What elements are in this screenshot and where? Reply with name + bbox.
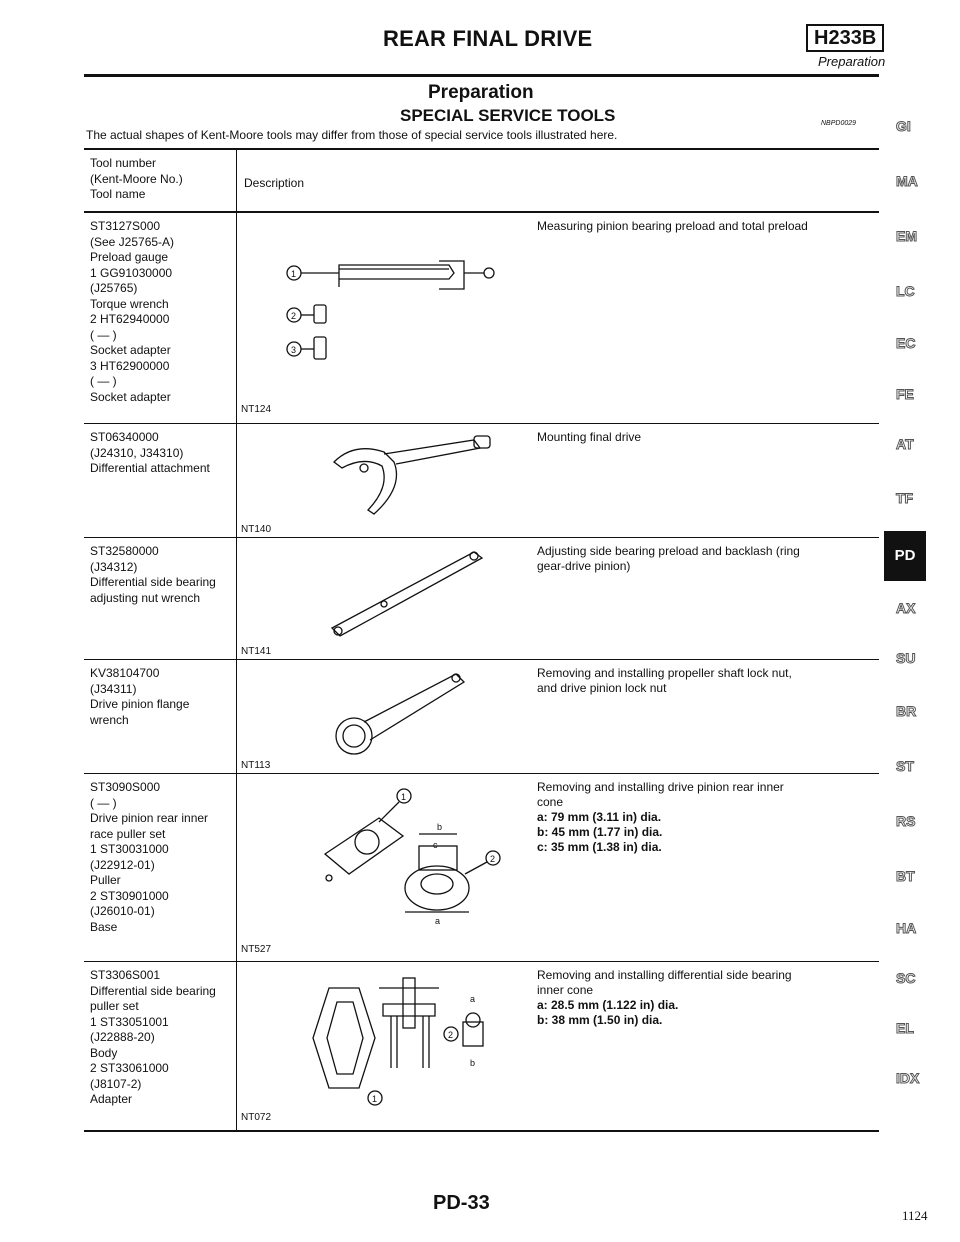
page-label: PD-33 (433, 1192, 490, 1214)
spec-line: b: 45 mm (1.77 in) dia. (537, 825, 663, 839)
description-line: Adjusting side bearing preload and backlash (ring (537, 544, 800, 558)
tool-info (90, 968, 234, 1108)
tab-el[interactable]: EL (896, 1020, 914, 1036)
tool-line: (See J25765-A) (90, 234, 175, 249)
section-note: The actual shapes of Kent-Moore tools may differ from those of special service tools illustrated here. (86, 128, 618, 142)
description-line: Mounting final drive (537, 430, 642, 444)
description-line: Removing and installing drive pinion rear inner (537, 780, 784, 794)
description-line: Removing and installing differential side bearing (537, 968, 792, 982)
tool-line: ST3127S000 (90, 219, 161, 233)
table-row (84, 774, 879, 962)
table-row (84, 660, 879, 774)
tool-line: (J24310, J34310) (90, 445, 184, 460)
page-title: REAR FINAL DRIVE (383, 26, 593, 51)
tab-pd-active[interactable]: PD (884, 531, 926, 581)
tool-info (90, 780, 234, 935)
figure-code: NT140 (241, 524, 272, 535)
tool-line: Socket adapter (90, 389, 171, 404)
tab-ha[interactable]: HA (896, 920, 917, 936)
header-rule (84, 74, 879, 77)
tool-line: 2 ST33061000 (90, 1061, 169, 1075)
tool-line: 2 ST30901000 (90, 888, 169, 903)
tool-line: (J34312) (90, 559, 138, 574)
tab-bt[interactable]: BT (896, 868, 915, 884)
tool-line: Drive pinion flange (90, 697, 190, 711)
tab-lc[interactable]: LC (896, 283, 915, 299)
header-subtitle: Preparation (818, 54, 886, 69)
side-bearing-wrench-illustration (324, 546, 494, 646)
tool-line: 1 ST33051001 (90, 1014, 169, 1029)
tab-em[interactable]: EM (896, 228, 917, 244)
tool-line: ST3090S000 (90, 780, 161, 794)
tool-description (537, 219, 873, 234)
flange-wrench-illustration (324, 666, 484, 761)
reference-code: NBPD0029 (821, 120, 857, 127)
tool-line: Adapter (90, 1092, 133, 1106)
tool-line: 3 HT62900000 (90, 358, 170, 373)
tab-at[interactable]: AT (896, 436, 914, 452)
header-label: Tool name (90, 187, 146, 201)
tool-line: (J25765) (90, 281, 138, 295)
header-col-description: Description (244, 176, 305, 190)
tab-fe[interactable]: FE (896, 386, 914, 402)
tool-line: ( — ) (90, 327, 117, 342)
section-subtitle: SPECIAL SERVICE TOOLS (400, 106, 616, 125)
tool-line: 1 ST30031000 (90, 842, 169, 856)
tool-line: Drive pinion rear inner (90, 811, 209, 825)
tool-line: race puller set (90, 826, 166, 841)
tab-idx[interactable]: IDX (896, 1070, 920, 1086)
spec-line: c: 35 mm (1.38 in) dia. (537, 840, 662, 854)
svg-text:c: c (433, 840, 438, 850)
tool-line: Torque wrench (90, 296, 169, 311)
tab-ma[interactable]: MA (896, 173, 918, 189)
tab-br[interactable]: BR (896, 703, 917, 719)
tool-line: ( — ) (90, 795, 117, 810)
tool-line: ST06340000 (90, 430, 159, 444)
differential-attachment-illustration (324, 432, 514, 522)
description-line: Measuring pinion bearing preload and total preload (537, 219, 808, 233)
tool-info (90, 666, 234, 728)
figure-code: NT527 (241, 944, 272, 955)
table-row (84, 538, 879, 660)
spec-line: a: 79 mm (3.11 in) dia. (537, 810, 662, 824)
figure-code: NT113 (241, 760, 271, 771)
page-number: 1124 (902, 1208, 928, 1223)
tool-description (537, 968, 873, 1028)
tab-tf[interactable]: TF (896, 490, 914, 506)
tool-description (537, 430, 873, 445)
svg-text:2: 2 (291, 311, 297, 321)
tool-line: ST3306S001 (90, 968, 161, 982)
pinion-puller-set-illustration (309, 788, 519, 938)
tool-line: (J8107-2) (90, 1076, 142, 1091)
svg-text:1: 1 (401, 792, 407, 802)
svg-text:1: 1 (372, 1094, 378, 1104)
svg-text:3: 3 (291, 345, 297, 355)
section-title: Preparation (428, 82, 534, 103)
tool-line: 1 GG91030000 (90, 265, 173, 280)
side-bearing-puller-illustration (299, 968, 509, 1108)
tool-line: Puller (90, 873, 121, 887)
tab-ec[interactable]: EC (896, 335, 916, 351)
description-line: and drive pinion lock nut (537, 681, 667, 695)
tool-line: (J22912-01) (90, 857, 155, 872)
tool-line: (J26010-01) (90, 904, 155, 918)
tool-line: Socket adapter (90, 343, 171, 357)
tool-info (90, 219, 234, 405)
figure-code: NT072 (241, 1112, 272, 1123)
tab-gi[interactable]: GI (896, 118, 911, 134)
svg-text:2: 2 (490, 854, 496, 864)
figure-code: NT124 (241, 404, 272, 415)
tab-st[interactable]: ST (896, 758, 914, 774)
table-row (84, 962, 879, 1130)
description-line: Removing and installing propeller shaft lock nut, (537, 666, 792, 680)
table-row (84, 213, 879, 424)
tool-line: Body (90, 1045, 118, 1060)
preload-gauge-illustration (279, 253, 509, 373)
header-label: (Kent-Moore No.) (90, 171, 183, 186)
tool-line: (J34311) (90, 681, 137, 696)
table-header-row (84, 150, 879, 213)
tool-line: Differential attachment (90, 461, 210, 475)
header-label: Tool number (90, 156, 157, 170)
tool-info (90, 430, 234, 477)
tool-line: ( — ) (90, 374, 117, 388)
tool-line: 2 HT62940000 (90, 312, 170, 326)
tool-description (537, 544, 873, 574)
figure-code: NT141 (241, 646, 272, 657)
tool-line: Differential side bearing (90, 983, 216, 998)
svg-text:2: 2 (448, 1030, 454, 1040)
tool-line: ST32580000 (90, 544, 159, 558)
tool-line: Base (90, 919, 118, 934)
tool-description (537, 666, 873, 696)
tab-su[interactable]: SU (896, 650, 916, 666)
svg-text:b: b (437, 822, 443, 832)
tool-info (90, 544, 234, 606)
tool-line: (J22888-20) (90, 1030, 155, 1044)
tool-description (537, 780, 873, 855)
section-code-badge: H233B (806, 24, 884, 52)
tool-line: KV38104700 (90, 666, 160, 680)
tool-line: adjusting nut wrench (90, 590, 201, 605)
tools-table (84, 148, 879, 1132)
spec-line: a: 28.5 mm (1.122 in) dia. (537, 998, 679, 1012)
header-col-tool (90, 156, 234, 203)
description-line: inner cone (537, 983, 594, 997)
description-line: cone (537, 795, 564, 809)
tab-ax[interactable]: AX (896, 600, 916, 616)
tool-line: puller set (90, 999, 139, 1013)
tool-line: Preload gauge (90, 250, 169, 264)
svg-text:a: a (435, 916, 441, 926)
svg-text:b: b (470, 1058, 476, 1068)
svg-text:a: a (470, 994, 476, 1004)
tool-line: wrench (90, 712, 129, 727)
tool-line: Differential side bearing (90, 575, 216, 589)
tab-sc[interactable]: SC (896, 970, 916, 986)
tab-rs[interactable]: RS (896, 813, 916, 829)
table-row (84, 424, 879, 538)
description-line: gear-drive pinion) (537, 559, 631, 573)
spec-line: b: 38 mm (1.50 in) dia. (537, 1013, 663, 1027)
svg-text:1: 1 (291, 269, 297, 279)
